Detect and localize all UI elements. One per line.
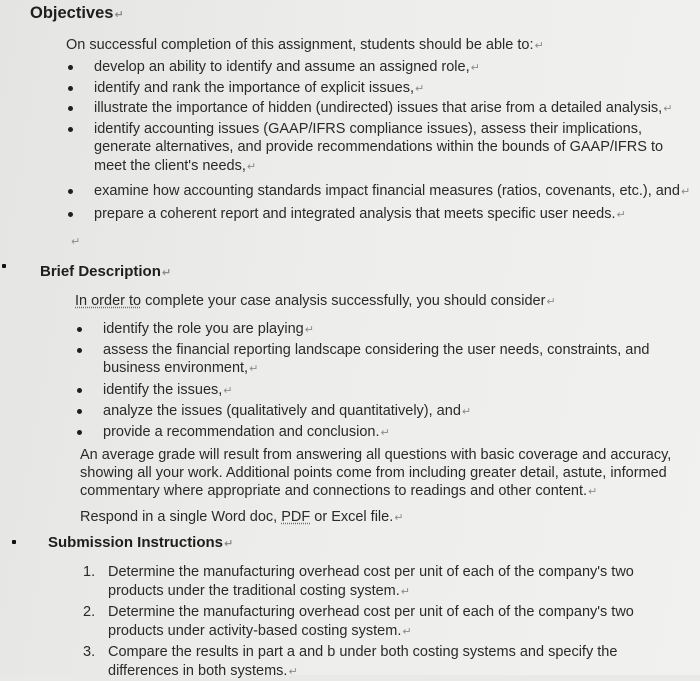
list-item-line: identify accounting issues (GAAP/IFRS compliance issues), assess their implications, bbox=[94, 120, 690, 139]
list-item bbox=[103, 381, 650, 401]
paragraph-mark: ↵ bbox=[223, 385, 232, 397]
in-order-to-text: In order to bbox=[75, 293, 141, 309]
objectives-list bbox=[94, 58, 690, 224]
brief-description-heading: Brief Description↵ bbox=[40, 263, 171, 280]
bullet-dot bbox=[68, 65, 73, 70]
pdf-text: PDF bbox=[281, 509, 310, 525]
paragraph-mark: ↵ bbox=[663, 103, 672, 115]
numbered-item-line: products under the traditional costing system.↵ bbox=[108, 582, 634, 602]
item-number: 3. bbox=[83, 643, 95, 662]
submission-instructions-heading: Submission Instructions↵ bbox=[48, 534, 233, 551]
item-number: 2. bbox=[83, 603, 95, 622]
paragraph-mark: ↵ bbox=[249, 363, 258, 375]
list-item bbox=[94, 58, 690, 78]
paragraph-mark: ↵ bbox=[462, 406, 471, 418]
paragraph-mark: ↵ bbox=[471, 62, 480, 74]
numbered-item bbox=[108, 603, 634, 641]
objectives-intro: On successful completion of this assignment, students should be able to:↵ bbox=[66, 36, 544, 55]
list-item bbox=[94, 205, 690, 225]
submission-list bbox=[108, 563, 634, 681]
list-item-line: examine how accounting standards impact financial measures (ratios, covenants, etc.), and↵ bbox=[94, 182, 690, 202]
list-item-line: illustrate the importance of hidden (undirected) issues that arise from a detailed analysis,↵ bbox=[94, 99, 690, 119]
objectives-heading: Objectives↵ bbox=[30, 4, 124, 23]
list-item bbox=[94, 182, 690, 202]
paragraph-mark: ↵ bbox=[288, 666, 297, 678]
grade-paragraph bbox=[80, 446, 671, 501]
numbered-item bbox=[108, 643, 634, 681]
paragraph-mark: ↵ bbox=[415, 83, 424, 95]
list-item-line: identify and rank the importance of explicit issues,↵ bbox=[94, 79, 690, 99]
bullet-dot bbox=[68, 86, 73, 91]
list-item-line: prepare a coherent report and integrated analysis that meets specific user needs.↵ bbox=[94, 205, 690, 225]
paragraph-mark: ↵ bbox=[402, 626, 411, 638]
list-item-line: analyze the issues (qualitatively and quantitatively), and↵ bbox=[103, 402, 650, 422]
bullet-dot bbox=[68, 212, 73, 217]
bullet-dot bbox=[77, 327, 82, 332]
bullet-dot bbox=[77, 388, 82, 393]
list-item-line: assess the financial reporting landscape considering the user needs, constraints, and bbox=[103, 341, 650, 360]
paragraph-mark: ↵ bbox=[247, 161, 256, 173]
numbered-item-line: Determine the manufacturing overhead cost per unit of each of the company's two bbox=[108, 563, 634, 582]
brief-intro: In order to complete your case analysis successfully, you should consider↵ bbox=[75, 292, 556, 311]
list-item-line: meet the client's needs,↵ bbox=[94, 157, 690, 177]
margin-marker bbox=[12, 540, 16, 544]
numbered-item-line: Determine the manufacturing overhead cost per unit of each of the company's two bbox=[108, 603, 634, 622]
grade-line: commentary where appropriate and connections to readings and other content.↵ bbox=[80, 482, 671, 501]
list-item bbox=[103, 320, 650, 340]
list-item bbox=[94, 120, 690, 177]
bullet-dot bbox=[77, 430, 82, 435]
list-item bbox=[94, 99, 690, 119]
list-item-line: identify the issues,↵ bbox=[103, 381, 650, 401]
brief-list bbox=[103, 320, 650, 442]
list-item-line: generate alternatives, and provide recommendations within the bounds of GAAP/IFRS to bbox=[94, 138, 690, 157]
list-item-line: identify the role you are playing↵ bbox=[103, 320, 650, 340]
numbered-item-line: products under activity-based costing system.↵ bbox=[108, 622, 634, 642]
grade-line: An average grade will result from answering all questions with basic coverage and accuracy, bbox=[80, 446, 671, 464]
list-item-line: business environment,↵ bbox=[103, 359, 650, 379]
numbered-item-line: Compare the results in part a and b under both costing systems and specify the bbox=[108, 643, 634, 662]
grade-line: showing all your work. Additional points come from including greater detail, astute, informed bbox=[80, 464, 671, 482]
paragraph-mark: ↵ bbox=[588, 486, 597, 498]
numbered-item bbox=[108, 563, 634, 601]
numbered-item-line: differences in both systems.↵ bbox=[108, 662, 634, 681]
list-item bbox=[103, 423, 650, 443]
bullet-dot bbox=[68, 189, 73, 194]
paragraph-mark: ↵ bbox=[681, 186, 690, 198]
empty-paragraph-mark: ↵ bbox=[70, 232, 80, 251]
list-item-line: provide a recommendation and conclusion.↵ bbox=[103, 423, 650, 443]
list-item-line: develop an ability to identify and assume an assigned role,↵ bbox=[94, 58, 690, 78]
respond-paragraph: Respond in a single Word doc, PDF or Excel file.↵ bbox=[80, 508, 403, 527]
bullet-dot bbox=[77, 348, 82, 353]
item-number: 1. bbox=[83, 563, 95, 582]
bullet-dot bbox=[68, 106, 73, 111]
list-item bbox=[103, 341, 650, 379]
bullet-dot bbox=[68, 127, 73, 132]
list-item bbox=[94, 79, 690, 99]
paragraph-mark: ↵ bbox=[380, 427, 389, 439]
paragraph-mark: ↵ bbox=[305, 324, 314, 336]
paragraph-mark: ↵ bbox=[617, 209, 626, 221]
list-item bbox=[103, 402, 650, 422]
bullet-dot bbox=[77, 409, 82, 414]
paragraph-mark: ↵ bbox=[401, 586, 410, 598]
margin-marker bbox=[2, 264, 6, 268]
